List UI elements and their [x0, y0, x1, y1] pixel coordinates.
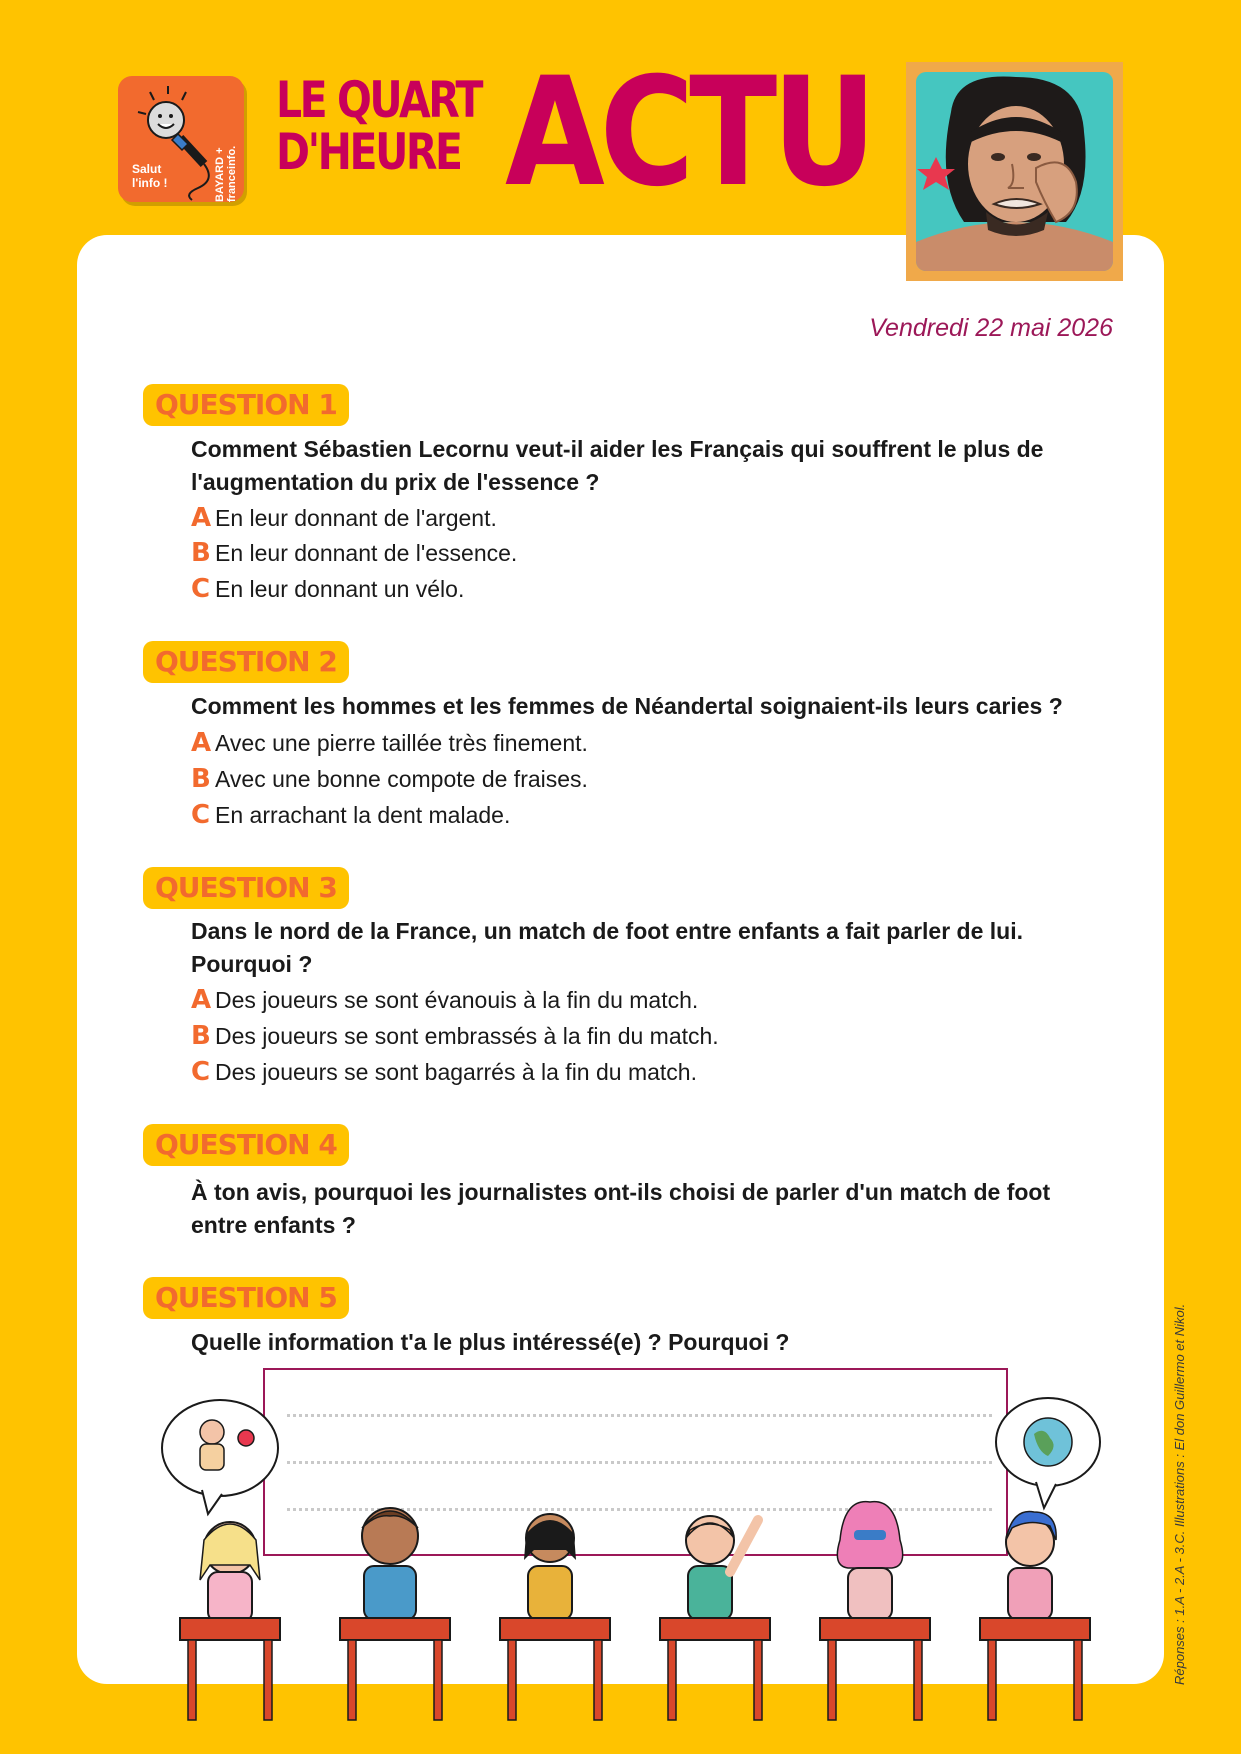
- question-2-text: Comment les hommes et les femmes de Néandertal soignaient-ils leurs caries ?: [191, 693, 1063, 719]
- option-text: En leur donnant de l'essence.: [215, 540, 518, 566]
- kid-painting-icon: [500, 1514, 610, 1720]
- kid-masked-icon: [820, 1502, 930, 1720]
- option-letter: B: [191, 538, 211, 568]
- option-letter: A: [191, 503, 212, 533]
- option-text: Des joueurs se sont bagarrés à la fin du match.: [215, 1059, 697, 1085]
- option-text: En arrachant la dent malade.: [215, 802, 511, 828]
- question-3-option-c[interactable]: [191, 1057, 697, 1087]
- question-2-badge: QUESTION 2: [143, 641, 349, 683]
- option-text: En leur donnant de l'argent.: [215, 505, 497, 531]
- page-title: ACTU: [505, 46, 872, 220]
- neanderthal-illustration: [906, 62, 1123, 281]
- question-3-option-b[interactable]: [191, 1021, 719, 1051]
- answers-credits: Réponses : 1.A - 2.A - 3.C. Illustrations : El don Guillermo et Nikol.: [1172, 1303, 1187, 1685]
- kid-reading-icon: [180, 1522, 280, 1720]
- speech-bubble-reporter-icon: [162, 1400, 278, 1514]
- question-5-badge: QUESTION 5: [143, 1277, 349, 1319]
- logo-text: [132, 162, 168, 190]
- title-small: [276, 71, 482, 181]
- question-4-text: À ton avis, pourquoi les journalistes ont-ils choisi de parler d'un match de foot entre enfants ?: [191, 1179, 1051, 1238]
- option-letter: A: [191, 985, 212, 1015]
- question-3-badge: QUESTION 3: [143, 867, 349, 909]
- classroom-kids-illustration: [150, 1390, 1110, 1730]
- date: Vendredi 22 mai 2026: [869, 314, 1113, 342]
- option-letter: B: [191, 764, 211, 794]
- kid-blue-hair-icon: [980, 1512, 1090, 1720]
- question-3-option-a[interactable]: [191, 985, 698, 1015]
- kid-raising-hand-icon: [660, 1516, 770, 1720]
- logo-brand: BAYARD + franceinfo.: [214, 145, 238, 202]
- option-letter: A: [191, 728, 212, 758]
- option-text: Des joueurs se sont embrassés à la fin du match.: [215, 1023, 719, 1049]
- option-text: Avec une pierre taillée très finement.: [215, 730, 588, 756]
- option-letter: B: [191, 1021, 211, 1051]
- speech-bubble-globe-icon: [996, 1398, 1100, 1508]
- title-line2: D'HEURE: [276, 123, 461, 181]
- question-1-option-b[interactable]: [191, 538, 517, 568]
- question-2-option-b[interactable]: [191, 764, 588, 794]
- question-1-badge: QUESTION 1: [143, 384, 349, 426]
- question-2-option-a[interactable]: [191, 728, 588, 758]
- option-text: Avec une bonne compote de fraises.: [215, 766, 588, 792]
- question-3-text: Dans le nord de la France, un match de foot entre enfants a fait parler de lui. Pourquoi ?: [191, 918, 1024, 977]
- logo-line1: Salut: [132, 162, 162, 176]
- logo-line2: l'info !: [132, 176, 168, 190]
- neanderthal-man-icon: [916, 72, 1113, 271]
- salut-linfo-logo: [118, 76, 244, 202]
- question-5-text: Quelle information t'a le plus intéressé(e) ? Pourquoi ?: [191, 1329, 790, 1355]
- title-line1: LE QUART: [276, 71, 482, 129]
- option-letter: C: [191, 574, 211, 604]
- question-1-option-c[interactable]: [191, 574, 464, 604]
- question-1-option-a[interactable]: [191, 503, 497, 533]
- question-2-option-c[interactable]: [191, 800, 510, 830]
- option-letter: C: [191, 800, 211, 830]
- option-letter: C: [191, 1057, 211, 1087]
- option-text: En leur donnant un vélo.: [215, 576, 465, 602]
- kid-thinking-icon: [340, 1508, 450, 1720]
- option-text: Des joueurs se sont évanouis à la fin du match.: [215, 987, 699, 1013]
- question-4-badge: QUESTION 4: [143, 1124, 349, 1166]
- question-1-text: Comment Sébastien Lecornu veut-il aider les Français qui souffrent le plus de l'augmentation du prix de l'essence ?: [191, 436, 1044, 495]
